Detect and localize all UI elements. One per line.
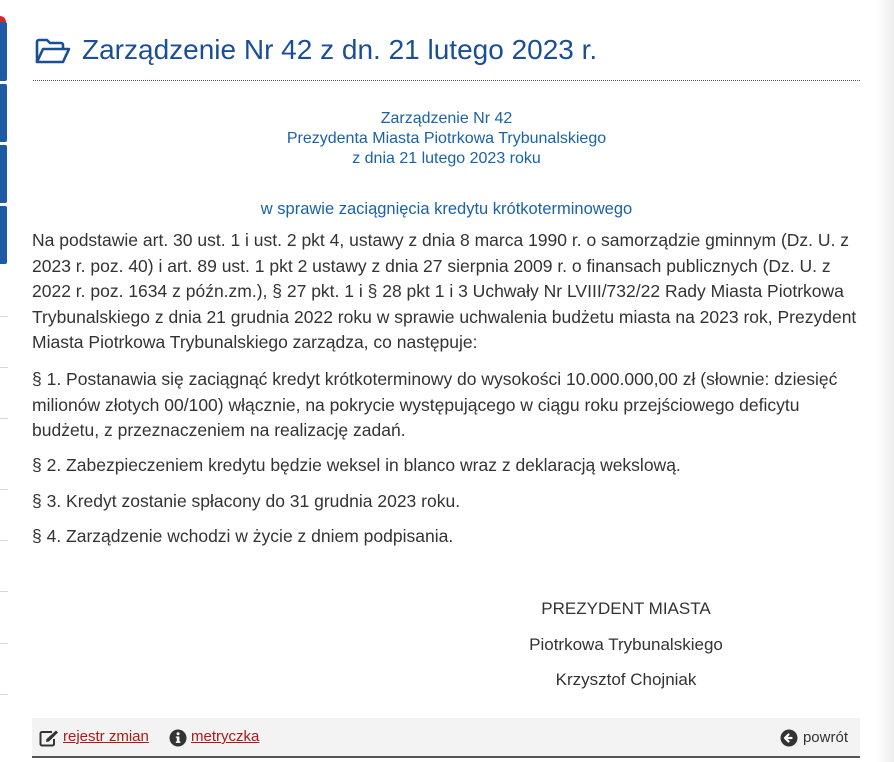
- signature-name: Krzysztof Chojniak: [555, 670, 697, 689]
- paragraph-4: § 4. Zarządzenie wchodzi w życie z dniem podpisania.: [32, 526, 454, 546]
- sidebar-divider: [0, 316, 8, 317]
- sidebar-divider: [0, 540, 8, 541]
- edit-icon[interactable]: [39, 729, 59, 747]
- info-icon[interactable]: [169, 729, 189, 747]
- signature-title: PREZYDENT MIASTA: [541, 599, 711, 618]
- arrow-left-circle-icon[interactable]: [780, 729, 798, 747]
- sidebar-divider: [0, 591, 8, 592]
- page-header: [33, 28, 860, 81]
- scroll-shadow: [876, 0, 894, 762]
- back-link[interactable]: powrót: [802, 729, 848, 746]
- document-subject: w sprawie zaciągnięcia kredytu krótkoterminowego: [260, 200, 633, 218]
- heading-line-2: Prezydenta Miasta Piotrkowa Trybunalskiego: [286, 130, 607, 147]
- left-sidebar-strip: [0, 0, 8, 762]
- paragraph-3: § 3. Kredyt zostanie spłacony do 31 grudnia 2023 roku.: [32, 491, 461, 511]
- preamble-paragraph: Na podstawie art. 30 ust. 1 i ust. 2 pkt 4, ustawy z dnia 8 marca 1990 r. o samorządzie gminnym (Dz. U. z 2023 r. poz. 40) i art. 89 ust. 1 pkt 2 ustawy z dnia 27 sierpnia 2009 r. o finansach publicznych (Dz. U. z 2022 r. poz. 1634 z późn.zm.), § 27 pkt. 1 i § 28 pkt 1 i 3 Uchwały Nr LVIII/732/22 Rady Miasta Piotrkowa Trybunalskiego z dnia 21 grudnia 2022 roku w sprawie uchwalenia budżetu miasta na 2023 rok, Prezydent Miasta Piotrkowa Trybunalskiego zarządza, co następuje:: [32, 230, 857, 352]
- footer-toolbar: [32, 718, 860, 758]
- sidebar-divider: [0, 694, 8, 695]
- changes-register-link[interactable]: rejestr zmian: [63, 728, 149, 745]
- page-title: Zarządzenie Nr 42 z dn. 21 lutego 2023 r.: [82, 34, 598, 65]
- sidebar-divider: [0, 643, 8, 644]
- folder-open-icon: [35, 37, 71, 65]
- sidebar-divider: [0, 418, 8, 419]
- heading-line-1: Zarządzenie Nr 42: [380, 110, 513, 127]
- paragraph-2: § 2. Zabezpieczeniem kredytu będzie weksel in blanco wraz z deklaracją wekslową.: [32, 455, 681, 475]
- sidebar-tab-4[interactable]: [0, 206, 7, 264]
- document-heading: [33, 109, 860, 169]
- metrics-link[interactable]: metryczka: [191, 728, 260, 745]
- sidebar-tab-3[interactable]: [0, 145, 7, 203]
- signature-city: Piotrkowa Trybunalskiego: [529, 635, 723, 654]
- paragraph-1: § 1. Postanawia się zaciągnąć kredyt krótkoterminowy do wysokości 10.000.000,00 zł (słownie: dziesięć milionów złotych 00/100) włącznie, na pokrycie występującego w ciągu roku przejściowego deficytu budżetu, z przeznaczeniem na realizację zadań.: [32, 369, 838, 440]
- heading-line-3: z dnia 21 lutego 2023 roku: [352, 150, 541, 167]
- sidebar-divider: [0, 489, 8, 490]
- sidebar-divider: [0, 367, 8, 368]
- sidebar-tab-2[interactable]: [0, 84, 7, 142]
- sidebar-tab-1[interactable]: [0, 22, 7, 81]
